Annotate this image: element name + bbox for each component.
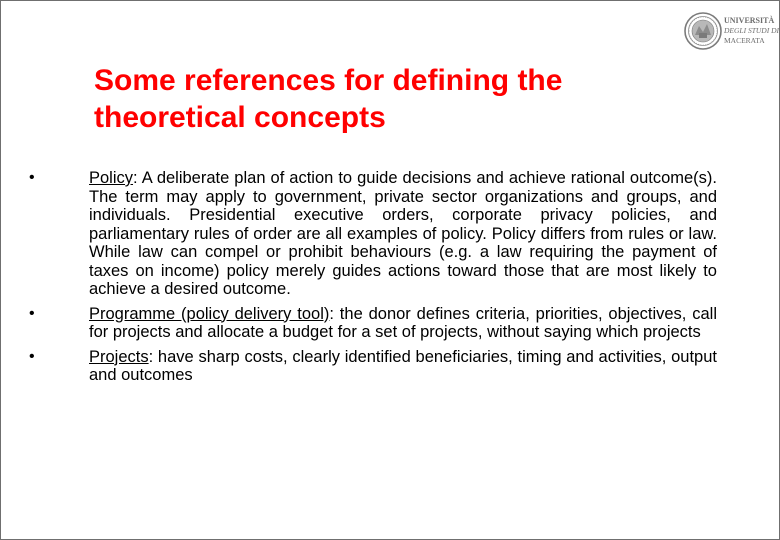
slide-title-line-2: theoretical concepts — [94, 101, 386, 134]
term-projects: Projects — [89, 347, 149, 366]
description-programme: : the donor defines criteria, priorities, objectives, call for projects and allocate a budget for a set of projects, without saying which projects — [89, 304, 717, 341]
definition-projects — [29, 348, 717, 385]
definition-projects-text — [89, 348, 717, 385]
bullet-dot-icon: • — [29, 347, 35, 365]
term-programme: Programme (policy delivery tool) — [89, 304, 330, 323]
definition-policy — [29, 169, 717, 299]
university-logo — [683, 11, 779, 55]
bullet-dot-icon: • — [29, 169, 35, 186]
logo-text-university: UNIVERSITÀ — [724, 16, 775, 25]
logo-text-macerata: MACERATA — [724, 36, 765, 45]
bullet-dot-icon: • — [29, 304, 35, 322]
definitions-list — [29, 169, 717, 391]
logo-text-degli-studi: DEGLI STUDI DI — [724, 26, 779, 35]
university-seal-icon — [683, 11, 723, 51]
description-policy: : A deliberate plan of action to guide decisions and achieve rational outcome(s). The term may apply to government, private sector organizations and groups, and individuals. Presidential executive orders, corporate privacy policies, and parliamentary rules of order are all examples of policy. Policy differs from rules or law. While law can compel or prohibit behaviours (e.g. a law requiring the payment of taxes on income) policy merely guides actions toward those that are most likely to achieve a desired outcome. — [89, 169, 717, 298]
definition-policy-text — [89, 169, 717, 299]
definition-programme-text — [89, 305, 717, 342]
term-policy: Policy — [89, 169, 134, 187]
slide-title — [94, 62, 714, 136]
description-projects: : have sharp costs, clearly identified beneficiaries, timing and activities, output and outcomes — [89, 347, 717, 384]
slide-title-line-1: Some references for defining the — [94, 64, 563, 97]
definition-programme — [29, 305, 717, 342]
